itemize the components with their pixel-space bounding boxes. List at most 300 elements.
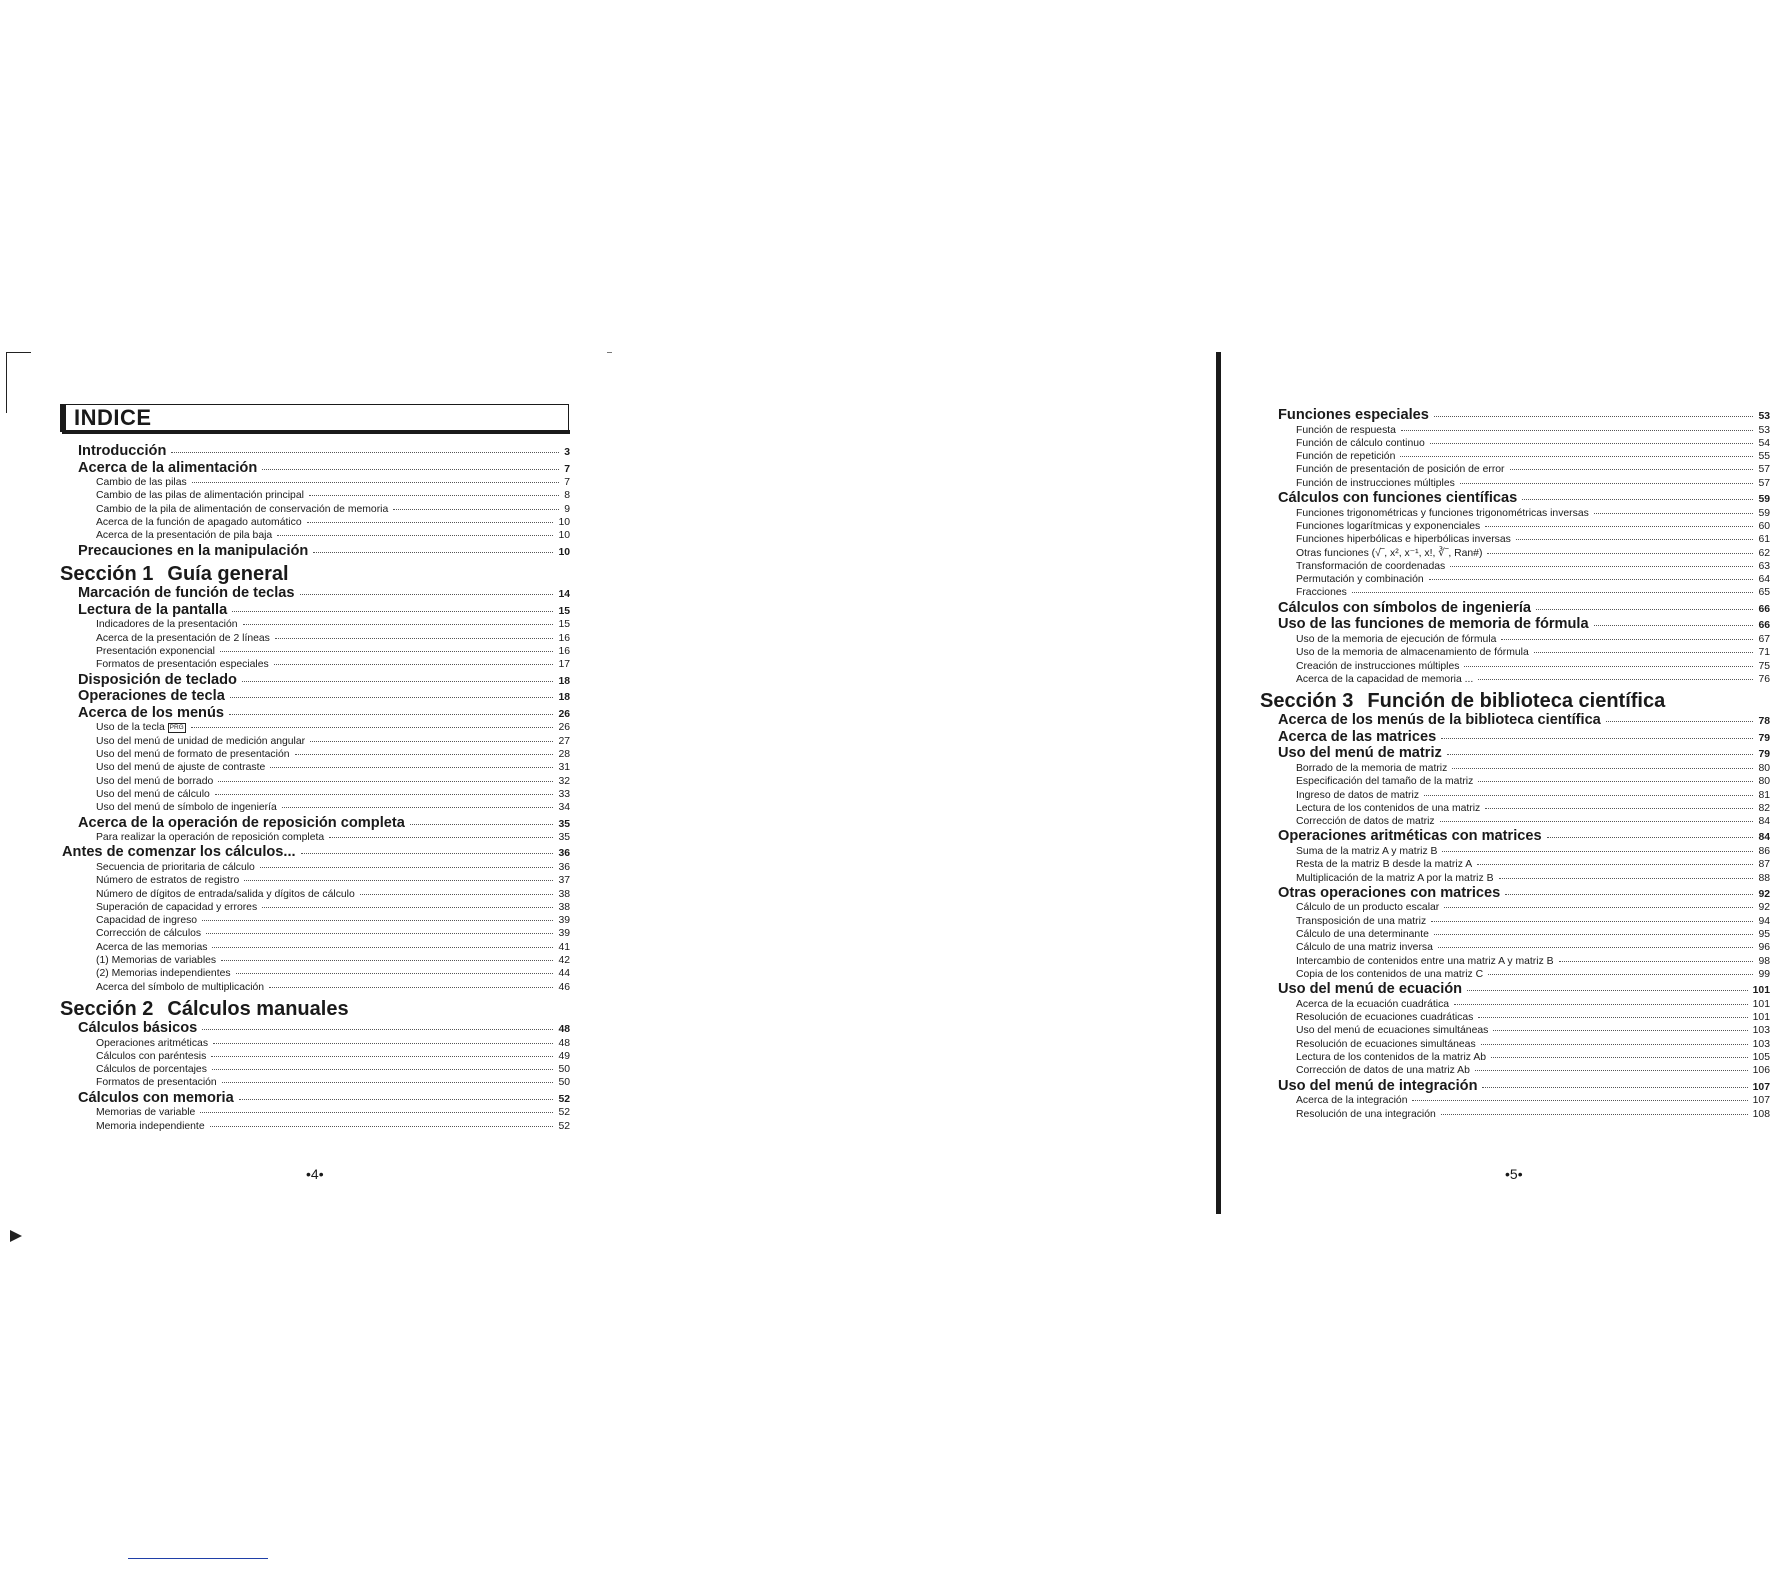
toc-subentry [60, 632, 570, 645]
toc-entry-text: Acerca de la presentación de pila baja [96, 530, 273, 542]
toc-page-number: 95 [1758, 929, 1770, 941]
dot-leader [1594, 625, 1754, 626]
toc-page-number: 101 [1752, 1012, 1770, 1024]
dot-leader [307, 522, 554, 523]
toc-entry-text: Cálculos con funciones científicas [1278, 490, 1518, 507]
toc-page-number: 107 [1752, 1081, 1770, 1093]
dot-leader [171, 452, 559, 453]
toc-entry-title [78, 688, 225, 705]
toc-entry-title [1296, 928, 1429, 941]
toc-subentry [1260, 789, 1770, 802]
dot-leader [1485, 808, 1753, 809]
section-number: Sección 1 [60, 563, 154, 586]
toc-entry-text: Número de dígitos de entrada/salida y dígitos de cálculo [96, 888, 355, 900]
toc-entry-title [1278, 600, 1531, 617]
dot-leader [1534, 652, 1754, 653]
toc-entry-text: Uso del menú de matriz [1278, 745, 1442, 762]
toc-subentry [1260, 463, 1770, 476]
toc-subentry [1260, 815, 1770, 828]
toc-entry-text: Funciones logarítmicas y exponenciales [1296, 520, 1481, 532]
toc-page-number: 88 [1758, 872, 1770, 884]
toc-entry-title [96, 901, 257, 914]
toc-entry-title [1296, 507, 1589, 520]
toc-entry-title [1296, 872, 1494, 885]
toc-entry-text: Ingreso de datos de matriz [1296, 789, 1420, 801]
toc-entry-text: Operaciones aritméticas [96, 1037, 209, 1049]
toc-subentry [60, 476, 570, 489]
toc-page-number: 79 [1758, 749, 1770, 761]
toc-heading-entry [60, 443, 570, 460]
arrow-mark-icon [10, 1230, 22, 1242]
toc-entry-text: Uso del menú de cálculo [96, 788, 210, 800]
toc-subentry [60, 761, 570, 774]
dot-leader [1431, 921, 1753, 922]
toc-subentry [60, 489, 570, 502]
toc-entry-title [96, 914, 197, 927]
toc-entry-title [78, 585, 295, 602]
toc-entry-title [78, 602, 227, 619]
toc-entry-text: Resta de la matriz B desde la matriz A [1296, 859, 1473, 871]
dot-leader [277, 535, 553, 536]
toc-page-number: 57 [1758, 477, 1770, 489]
toc-entry-text: Función de cálculo continuo [1296, 437, 1425, 449]
toc-page-number: 99 [1758, 968, 1770, 980]
toc-entry-text: Cálculo de un producto escalar [1296, 902, 1440, 914]
toc-subentry [1260, 633, 1770, 646]
toc-page-number: 71 [1758, 647, 1770, 659]
toc-page-number: 36 [558, 861, 570, 873]
toc-page-number: 17 [558, 659, 570, 671]
toc-subentry [1260, 1024, 1770, 1037]
toc-entry-text: Acerca de la presentación de 2 líneas [96, 632, 270, 644]
toc-page-number: 98 [1758, 955, 1770, 967]
toc-entry-text: Cálculo de una matriz inversa [1296, 942, 1433, 954]
toc-subentry [1260, 424, 1770, 437]
toc-entry-text: Resolución de ecuaciones simultáneas [1296, 1038, 1476, 1050]
toc-page-number: 57 [1758, 464, 1770, 476]
toc-entry-title [96, 529, 272, 542]
toc-entry-text: Uso del menú de formato de presentación [96, 749, 290, 761]
toc-entry-title [1296, 1011, 1473, 1024]
toc-page-number: 38 [558, 888, 570, 900]
toc-subentry [1260, 872, 1770, 885]
section-number: Sección 3 [1260, 690, 1354, 713]
toc-subentry [60, 861, 570, 874]
toc-page-number: 84 [1758, 832, 1770, 844]
dot-leader [329, 837, 553, 838]
toc-page-number: 76 [1758, 673, 1770, 685]
toc-subentry [1260, 775, 1770, 788]
toc-page-number: 59 [1758, 494, 1770, 506]
toc-page-number: 103 [1752, 1038, 1770, 1050]
dot-leader [1488, 974, 1753, 975]
dot-leader [242, 681, 553, 682]
toc-page-number: 27 [558, 735, 570, 747]
toc-page-number: 37 [558, 875, 570, 887]
toc-entry-title [1296, 646, 1529, 659]
toc-entry-title [1296, 845, 1437, 858]
toc-subentry [60, 801, 570, 814]
toc-subentry [60, 914, 570, 927]
toc-entry-text: Número de estratos de registro [96, 875, 240, 887]
toc-entry-title [1296, 815, 1435, 828]
dot-leader [1487, 553, 1753, 554]
toc-subentry [1260, 1011, 1770, 1024]
toc-entry-text: Secuencia de prioritaria de cálculo [96, 861, 255, 873]
toc-entry-title [96, 516, 302, 529]
toc-subentry [60, 735, 570, 748]
toc-subentry [1260, 941, 1770, 954]
dot-leader [1516, 539, 1754, 540]
toc-entry-title [1296, 660, 1459, 673]
toc-subentry [1260, 437, 1770, 450]
toc-entry-title [96, 1037, 208, 1050]
toc-entry-title [1278, 490, 1517, 507]
toc-page-number: 80 [1758, 762, 1770, 774]
dot-leader [218, 781, 553, 782]
toc-page-number: 53 [1758, 424, 1770, 436]
toc-entry-title [96, 831, 324, 844]
toc-subentry [60, 954, 570, 967]
dot-leader [192, 482, 560, 483]
toc-entry-title [1278, 745, 1442, 762]
index-underline [62, 430, 570, 434]
toc-subentry [60, 775, 570, 788]
toc-entry-text: Uso del menú de unidad de medición angular [96, 735, 306, 747]
toc-page-number: 8 [564, 490, 570, 502]
toc-page-number: 48 [558, 1023, 570, 1035]
toc-entry-text: Funciones trigonométricas y funciones trigonométricas inversas [1296, 507, 1589, 519]
toc-page-number: 92 [1758, 902, 1770, 914]
toc-entry-title [96, 788, 210, 801]
dot-leader [295, 754, 554, 755]
toc-subentry [1260, 1064, 1770, 1077]
toc-left [60, 443, 570, 1133]
toc-entry-title [1296, 520, 1480, 533]
toc-entry-text: Acerca de la función de apagado automático [96, 517, 302, 529]
toc-entry-text: Función de repetición [1296, 451, 1396, 463]
toc-subentry [1260, 901, 1770, 914]
toc-entry-text: Multiplicación de la matriz A por la matriz B [1296, 872, 1494, 884]
toc-entry-text: Funciones especiales [1278, 407, 1429, 423]
bottom-rule [128, 1558, 268, 1559]
toc-page-number: 108 [1752, 1108, 1770, 1120]
toc-entry-text: Acerca de las matrices [1278, 728, 1437, 745]
dot-leader [1424, 795, 1753, 796]
dot-leader [269, 987, 553, 988]
toc-page-number: 62 [1758, 547, 1770, 559]
toc-entry-text: Para realizar la operación de reposición completa [96, 832, 325, 844]
toc-page-number: 33 [558, 788, 570, 800]
left-page [0, 0, 612, 1584]
dot-leader [270, 767, 553, 768]
toc-subentry [1260, 646, 1770, 659]
toc-page-number: 52 [558, 1120, 570, 1132]
toc-page-number: 52 [558, 1107, 570, 1119]
toc-page-number: 54 [1758, 437, 1770, 449]
dot-leader [1454, 1004, 1748, 1005]
dot-leader [1478, 781, 1753, 782]
toc-entry-text: Cálculo de una determinante [1296, 929, 1429, 941]
dot-leader [301, 853, 554, 854]
toc-entry-title [1296, 463, 1505, 476]
toc-subentry [1260, 507, 1770, 520]
toc-subentry [1260, 1094, 1770, 1107]
toc-page-number: 28 [558, 749, 570, 761]
toc-entry-title [96, 888, 355, 901]
dot-leader [244, 880, 553, 881]
toc-entry-text: Acerca de la integración [1296, 1095, 1408, 1107]
toc-entry-text: (1) Memorias de variables [96, 955, 217, 967]
toc-page-number: 42 [558, 955, 570, 967]
toc-subentry [60, 901, 570, 914]
toc-subentry [60, 874, 570, 887]
toc-subentry [60, 658, 570, 671]
dot-leader [210, 1126, 554, 1127]
toc-page-number: 80 [1758, 776, 1770, 788]
dot-leader [1452, 768, 1753, 769]
toc-page-number: 48 [558, 1037, 570, 1049]
dot-leader [282, 807, 554, 808]
toc-entry-text: Uso del menú de ecuación [1278, 981, 1463, 998]
toc-heading-entry [1260, 729, 1770, 746]
toc-page-number: 66 [1758, 603, 1770, 615]
toc-page-number: 35 [558, 832, 570, 844]
toc-page-number: 106 [1752, 1065, 1770, 1077]
toc-entry-text: Otras operaciones con matrices [1278, 884, 1501, 901]
dot-leader [260, 867, 554, 868]
toc-heading-entry [1260, 407, 1770, 424]
toc-entry-title [96, 967, 231, 980]
toc-entry-text: Uso del menú de borrado [96, 775, 214, 787]
toc-entry-text: Lectura de la pantalla [78, 601, 228, 618]
toc-entry-title [96, 735, 305, 748]
toc-page-number: 10 [558, 517, 570, 529]
dot-leader [1447, 754, 1754, 755]
dot-leader [393, 509, 559, 510]
toc-entry-text: Presentación exponencial [96, 646, 215, 658]
toc-entry-text: Acerca de la ecuación cuadrática [1296, 998, 1450, 1010]
toc-entry-title [1296, 1024, 1488, 1037]
toc-subentry [60, 503, 570, 516]
toc-entry-title [96, 1076, 217, 1089]
toc-entry-text: Antes de comenzar los cálculos... [62, 844, 296, 861]
toc-page-number: 38 [558, 901, 570, 913]
toc-page-number: 32 [558, 775, 570, 787]
toc-entry-title [96, 476, 187, 489]
dot-leader [1505, 894, 1753, 895]
section-heading [60, 994, 570, 1020]
toc-heading-entry [1260, 490, 1770, 507]
dot-leader [1460, 483, 1754, 484]
toc-subentry [60, 721, 570, 734]
dot-leader [1536, 609, 1753, 610]
dot-leader [212, 947, 553, 948]
toc-subentry [1260, 477, 1770, 490]
dot-leader [1606, 721, 1754, 722]
toc-entry-title [1278, 616, 1589, 633]
toc-subentry [1260, 955, 1770, 968]
toc-entry-text: Permutación y combinación [1296, 574, 1424, 586]
dot-leader [1412, 1100, 1747, 1101]
page-number-left: •4• [306, 1166, 324, 1182]
toc-heading-entry [60, 672, 570, 689]
toc-page-number: 18 [558, 692, 570, 704]
toc-page-number: 46 [558, 981, 570, 993]
binding-edge [1216, 352, 1221, 1214]
dot-leader [309, 495, 559, 496]
toc-entry-title [1296, 586, 1347, 599]
toc-entry-title [78, 1090, 234, 1107]
toc-heading-entry [60, 688, 570, 705]
toc-heading-entry [1260, 745, 1770, 762]
toc-entry-title [1278, 712, 1601, 729]
toc-page-number: 86 [1758, 845, 1770, 857]
toc-entry-text: Cálculos con paréntesis [96, 1050, 207, 1062]
toc-subentry [1260, 762, 1770, 775]
toc-entry-text: Acerca de los menús [78, 704, 225, 721]
toc-page-number: 10 [558, 546, 570, 558]
dot-leader [1429, 579, 1754, 580]
toc-subentry [1260, 573, 1770, 586]
toc-entry-text: Lectura de los contenidos de una matriz [1296, 802, 1481, 814]
toc-page-number: 64 [1758, 574, 1770, 586]
toc-entry-title [1296, 789, 1419, 802]
dot-leader [360, 894, 554, 895]
toc-right [1260, 407, 1770, 1121]
toc-entry-text: Operaciones de tecla [78, 688, 225, 705]
toc-subentry [1260, 1051, 1770, 1064]
toc-entry-title [1296, 941, 1433, 954]
toc-entry-text: Uso de la memoria de ejecución de fórmula [1296, 633, 1497, 645]
toc-entry-text: Función de presentación de posición de error [1296, 464, 1505, 476]
toc-subentry [1260, 1038, 1770, 1051]
toc-entry-title [1296, 573, 1424, 586]
dot-leader [310, 741, 553, 742]
dot-leader [1501, 639, 1753, 640]
toc-entry-text: Función de respuesta [1296, 424, 1396, 436]
toc-entry-title [96, 618, 238, 631]
dot-leader [1400, 456, 1753, 457]
toc-entry-text: Intercambio de contenidos entre una matriz A y matriz B [1296, 955, 1554, 967]
toc-entry-text: Uso del menú de integración [1278, 1077, 1478, 1094]
toc-entry-text: Memorias de variable [96, 1107, 196, 1119]
toc-page-number: 3 [564, 447, 570, 458]
toc-page-number: 16 [558, 646, 570, 658]
toc-page-number: 31 [558, 762, 570, 774]
toc-entry-text: Uso de la tecla [96, 722, 165, 734]
section-title: Función de biblioteca científica [1367, 690, 1666, 713]
toc-entry-title [1296, 1051, 1486, 1064]
dot-leader [1401, 430, 1754, 431]
toc-subentry [1260, 998, 1770, 1011]
toc-subentry [1260, 915, 1770, 928]
toc-entry-text: Cálculos de porcentajes [96, 1064, 207, 1076]
toc-page-number: 49 [558, 1050, 570, 1062]
dot-leader [1547, 837, 1754, 838]
toc-heading-entry [60, 602, 570, 619]
toc-entry-title [1278, 981, 1462, 998]
dot-leader [1477, 864, 1753, 865]
dot-leader [206, 933, 553, 934]
toc-subentry [60, 1050, 570, 1063]
toc-entry-text: Formatos de presentación especiales [96, 659, 269, 671]
toc-page-number: 81 [1758, 789, 1770, 801]
toc-page-number: 107 [1752, 1095, 1770, 1107]
toc-entry-title [1296, 775, 1473, 788]
toc-entry-title [96, 1120, 205, 1133]
toc-entry-title [1296, 858, 1472, 871]
dot-leader [1450, 566, 1753, 567]
dot-leader [1559, 961, 1754, 962]
dot-leader [1434, 416, 1754, 417]
toc-entry-text: Corrección de datos de matriz [1296, 816, 1435, 828]
toc-page-number: 7 [564, 463, 570, 475]
toc-entry-text: Acerca de la alimentación [78, 459, 258, 476]
toc-entry-title [1296, 633, 1496, 646]
toc-entry-text: Funciones hiperbólicas e hiperbólicas inversas [1296, 534, 1511, 546]
toc-entry-text: Acerca de los menús de la biblioteca científica [1278, 712, 1601, 729]
toc-subentry [60, 516, 570, 529]
toc-subentry [1260, 968, 1770, 981]
toc-page-number: 59 [1758, 507, 1770, 519]
toc-entry-title [96, 632, 270, 645]
toc-entry-title [1296, 533, 1511, 546]
right-page [612, 0, 1770, 1584]
toc-entry-text: Memoria independiente [96, 1120, 205, 1132]
toc-entry-title [1296, 762, 1447, 775]
toc-subentry [1260, 1108, 1770, 1121]
toc-entry-title [1278, 885, 1500, 902]
toc-page-number: 60 [1758, 520, 1770, 532]
toc-entry-title [78, 705, 224, 722]
toc-page-number: 14 [558, 589, 570, 601]
dot-leader [313, 552, 553, 553]
toc-entry-text: Otras funciones (√‾, x², x⁻¹, x!, ∛‾, Ran#) [1296, 547, 1483, 559]
toc-entry-title [1296, 915, 1426, 928]
toc-entry-title [1296, 673, 1473, 686]
dot-leader [212, 1069, 554, 1070]
toc-subentry [1260, 928, 1770, 941]
toc-subentry [60, 941, 570, 954]
toc-entry-title [1278, 407, 1429, 424]
dot-leader [262, 469, 559, 470]
toc-heading-entry [60, 1090, 570, 1107]
toc-entry-text: Uso del menú de símbolo de ingeniería [96, 802, 277, 814]
toc-subentry [60, 618, 570, 631]
toc-page-number: 65 [1758, 587, 1770, 599]
toc-entry-title [1296, 901, 1439, 914]
toc-page-number: 66 [1758, 620, 1770, 632]
toc-heading-entry [60, 543, 570, 560]
dot-leader [1510, 469, 1754, 470]
toc-page-number: 10 [558, 530, 570, 542]
dot-leader [1499, 878, 1754, 879]
toc-page-number: 53 [1758, 411, 1770, 422]
toc-entry-text: Acerca del símbolo de multiplicación [96, 981, 265, 993]
dot-leader [275, 638, 554, 639]
toc-subentry [60, 1037, 570, 1050]
toc-heading-entry [1260, 885, 1770, 902]
toc-entry-title [78, 443, 166, 460]
toc-entry-title [1296, 968, 1483, 981]
toc-subentry [1260, 660, 1770, 673]
toc-subentry [60, 788, 570, 801]
toc-page-number: 94 [1758, 915, 1770, 927]
toc-subentry [60, 529, 570, 542]
toc-heading-entry [1260, 712, 1770, 729]
toc-entry-title [1296, 560, 1445, 573]
